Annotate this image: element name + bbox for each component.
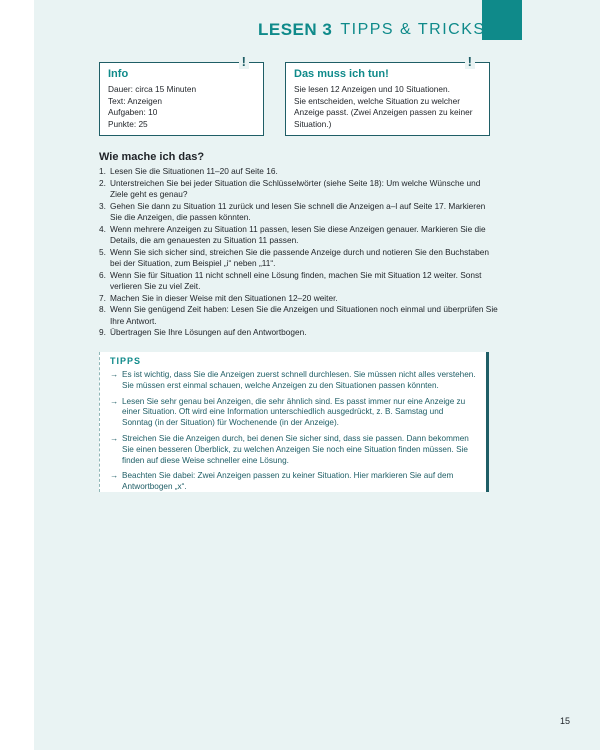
step-text: Übertragen Sie Ihre Lösungen auf den Antwortbogen.	[110, 327, 307, 337]
tip-text: Es ist wichtig, dass Sie die Anzeigen zuerst schnell durchlesen. Sie müssen nicht alles verstehen. Sie müssen erst einmal schauen, welche Anzeigen zu den Situationen passen könnten.	[122, 370, 476, 390]
exclamation-icon: !	[465, 54, 475, 69]
task-line: Anzeige passt. (Zwei Anzeigen passen zu keiner	[294, 107, 473, 117]
task-box-title: Das muss ich tun!	[294, 68, 389, 80]
tip-text: Lesen Sie sehr genau bei Anzeigen, die sehr ähnlich sind. Es passt immer nur eine Anzeige zu einer Situation. Oft wird eine Information unterschiedlich ausgedrückt, z. B. Samstag und Sonntag (in der Situation) für Wochenende (in der Anzeige).	[122, 396, 466, 428]
step-text: Wenn Sie sich sicher sind, streichen Sie die passende Anzeige durch und notieren Sie den Buchstaben bei der Situation, zum Beispiel „i“ neben „11“.	[110, 246, 489, 268]
arrow-right-icon: →	[110, 396, 119, 406]
page	[34, 0, 600, 750]
step-text: Wenn Sie für Situation 11 nicht schnell eine Lösung finden, machen Sie mit Situation 12 weiter. Sonst verlieren Sie zu viel Zeit.	[110, 269, 482, 291]
tips-title: TIPPS	[110, 356, 142, 366]
step-item	[99, 304, 499, 327]
info-line: Aufgaben: 10	[108, 107, 158, 117]
tip-text: Beachten Sie dabei: Zwei Anzeigen passen zu keiner Situation. Hier markieren Sie auf dem Antwortbogen „x“.	[122, 471, 454, 492]
step-item	[99, 327, 499, 339]
info-box-title: Info	[108, 68, 129, 80]
task-box	[285, 54, 490, 136]
tip-item	[110, 434, 476, 466]
step-item	[99, 201, 499, 224]
step-number: 3.	[99, 200, 106, 211]
page-header	[258, 20, 486, 40]
step-item	[99, 166, 499, 178]
step-number: 7.	[99, 292, 106, 303]
step-number: 4.	[99, 223, 106, 234]
step-item	[99, 270, 499, 293]
arrow-right-icon: →	[110, 471, 119, 481]
task-line: Sie entscheiden, welche Situation zu welcher	[294, 95, 461, 106]
step-number: 1.	[99, 166, 106, 176]
tip-item	[110, 471, 476, 493]
step-text: Gehen Sie dann zu Situation 11 zurück und lesen Sie schnell die Anzeigen a–l auf Seite 17. Markieren Sie die Anzeigen, die passen könnten.	[110, 200, 486, 222]
step-text: Unterstreichen Sie bei jeder Situation die Schlüsselwörter (siehe Seite 18): Um welche Wünsche und Ziele geht es genau?	[110, 177, 481, 199]
task-line: Situation.)	[294, 118, 332, 129]
step-text: Lesen Sie die Situationen 11–20 auf Seite 16.	[110, 166, 278, 176]
task-line: Sie lesen 12 Anzeigen und 10 Situationen.	[294, 84, 450, 94]
header-color-block	[482, 0, 522, 40]
tips-box	[99, 352, 489, 492]
arrow-right-icon: →	[110, 433, 119, 443]
steps-list	[99, 166, 499, 339]
step-item	[99, 293, 499, 305]
tip-item	[110, 370, 476, 392]
step-number: 6.	[99, 269, 106, 280]
tip-text: Streichen Sie die Anzeigen durch, bei denen Sie sicher sind, dass sie passen. Dann bekommen Sie einen besseren Überblick, zu welchen Anzeigen Sie noch eine Situation finden müssen. Sie finden auf diese Weise schneller eine Lösung.	[122, 433, 469, 465]
step-text: Wenn Sie genügend Zeit haben: Lesen Sie die Anzeigen und Situationen noch einmal und überprüfen Sie Ihre Antwort.	[110, 304, 498, 326]
info-line: Dauer: circa 15 Minuten	[108, 84, 197, 94]
step-text: Wenn mehrere Anzeigen zu Situation 11 passen, lesen Sie diese Anzeigen genauer. Markieren Sie die Details, die am genauesten zu Situation 11 passen.	[110, 223, 486, 245]
arrow-right-icon: →	[110, 370, 119, 379]
step-number: 9.	[99, 327, 106, 337]
header-title: TIPPS & TRICKS	[340, 21, 486, 38]
info-box	[99, 54, 264, 136]
step-number: 8.	[99, 304, 106, 314]
step-item	[99, 247, 499, 270]
info-line: Text: Anzeigen	[108, 95, 162, 106]
step-item	[99, 224, 499, 247]
header-lesen: LESEN 3	[258, 20, 333, 39]
step-text: Machen Sie in dieser Weise mit den Situationen 12–20 weiter.	[110, 292, 338, 303]
tip-item	[110, 397, 476, 429]
page-number: 15	[559, 716, 570, 726]
step-number: 5.	[99, 246, 106, 257]
step-number: 2.	[99, 177, 106, 188]
exclamation-icon: !	[239, 54, 249, 69]
section-title: Wie mache ich das?	[99, 151, 205, 163]
info-line: Punkte: 25	[108, 118, 148, 129]
step-item	[99, 178, 499, 201]
